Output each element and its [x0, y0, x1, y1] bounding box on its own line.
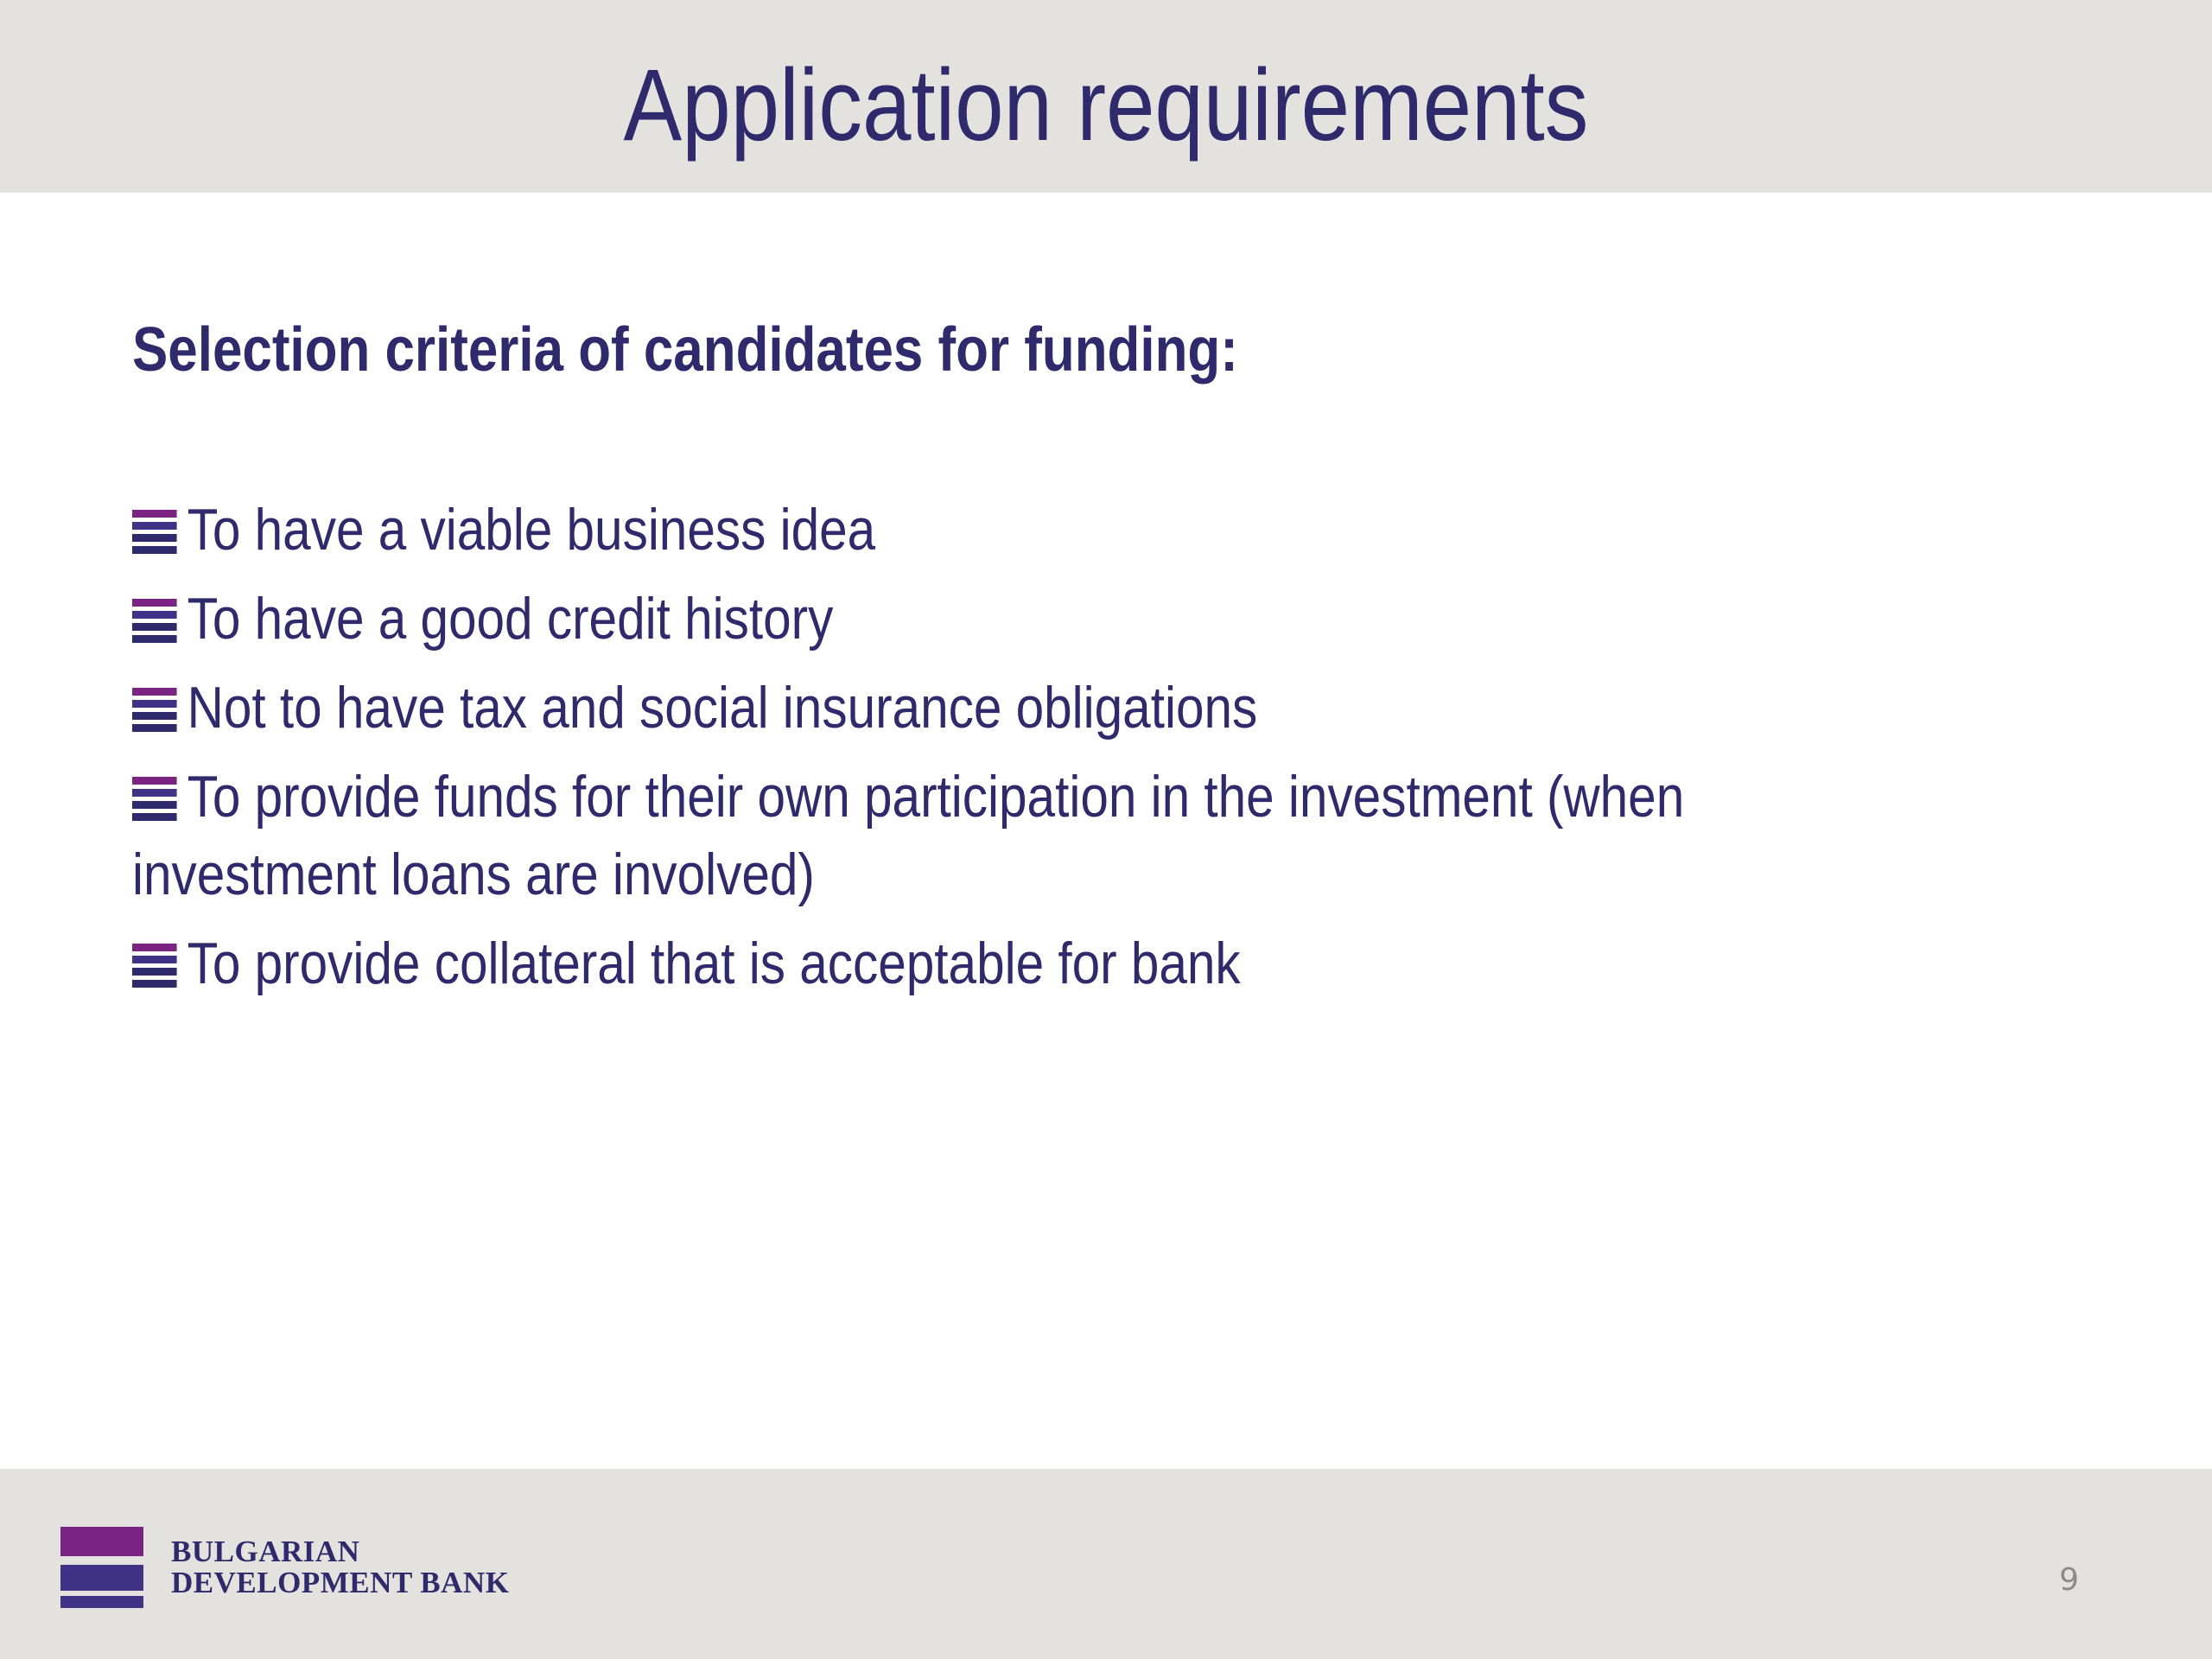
bank-logo-text: [171, 1536, 509, 1599]
slide-content: [132, 311, 1812, 1014]
criteria-list: [132, 491, 1812, 1002]
list-item-text: To have a viable business idea: [187, 497, 876, 563]
stacked-bars-icon: [132, 944, 177, 988]
list-item: [132, 925, 1812, 1002]
list-item: [132, 580, 1812, 658]
list-item: [132, 758, 1812, 913]
list-item-text: To have a good credit history: [187, 586, 834, 652]
list-item-text: To provide collateral that is acceptable for bank: [187, 931, 1241, 996]
stacked-bars-icon: [132, 688, 177, 733]
stacked-bars-icon: [132, 599, 177, 644]
list-item-text: To provide funds for their own participation in the investment (when investment loans are involved): [132, 764, 1685, 907]
stacked-bars-icon: [132, 777, 177, 822]
page-number: 9: [2059, 1562, 2079, 1598]
list-item: [132, 491, 1812, 569]
bdb-logo-mark-icon: [60, 1527, 143, 1610]
logo-line-1: BULGARIAN: [171, 1535, 360, 1568]
list-item: [132, 669, 1812, 747]
list-item-text: Not to have tax and social insurance obligations: [187, 675, 1258, 741]
stacked-bars-icon: [132, 510, 177, 555]
logo-line-2: DEVELOPMENT BANK: [171, 1566, 510, 1599]
slide-title: Application requirements: [623, 48, 1589, 162]
section-heading: Selection criteria of candidates for funding:: [132, 315, 1238, 385]
